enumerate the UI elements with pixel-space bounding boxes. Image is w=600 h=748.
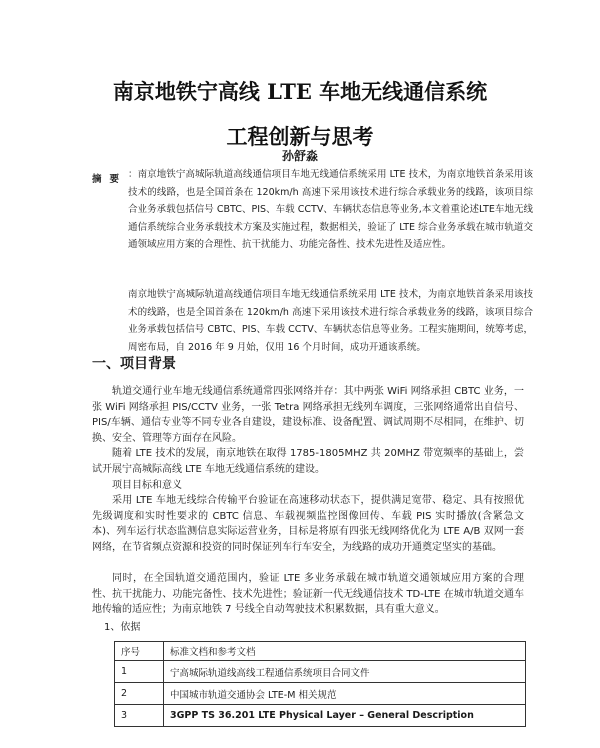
abstract-paragraph-2: 南京地铁宁高城际轨道高线通信项目车地无线通信系统采用 LTE 技术，为南京地铁首条采用该技术的线路，也是全国首条在 120km/h 高速下采用该技术进行综合承载业务的线路，该项目综合业务承载包括信号 CBTC、PIS、车载 CCTV、车辆状态信息等业务。工程实施期间，统筹考虑，周密布局，自 2016 年 9 月始，仅用 16 个月时间，成功开通该系统。 bbox=[128, 289, 533, 353]
abstract-label: 摘要 bbox=[92, 174, 128, 185]
table-cell: 1 bbox=[115, 661, 164, 683]
title-line-2: 工程创新与思考 bbox=[226, 124, 374, 149]
title-line-1: 南京地铁宁高线 LTE 车地无线通信系统 bbox=[112, 79, 488, 104]
body-paragraph-2: 随着 LTE 技术的发展，南京地铁在取得 1785-1805MHZ 共 20MHZ 带宽频率的基础上，尝试开展宁高城际高线 LTE 车地无线通信系统的建设。 bbox=[92, 448, 524, 475]
table-header-cell: 序号 bbox=[115, 642, 164, 661]
section-heading: 一、项目背景 bbox=[92, 356, 176, 372]
table-header-row bbox=[115, 642, 526, 661]
body-paragraph-4: 采用 LTE 车地无线综合传输平台验证在高速移动状态下，提供满足宽带、稳定、具有按照优先级调度和实时性要求的 CBTC 信息、车载视频监控图像回传、车载 PIS 实时播放(含紧急文本)、列车运行状态监测信息实际运营业务，目标是将原有四张无线网络优化为 LTE A/B 双网一套网络，在节省频点资源和投资的同时保证列车行车安全，为线路的成功开通奠定坚实的基础。 bbox=[92, 495, 524, 553]
table-row bbox=[115, 661, 526, 683]
table-cell: 宁高城际轨道线高线工程通信系统项目合同文件 bbox=[164, 661, 526, 683]
reference-table bbox=[114, 641, 526, 727]
table-row bbox=[115, 705, 526, 727]
author-name: 孙舒淼 bbox=[281, 149, 318, 163]
table-header-cell: 标准文档和参考文档 bbox=[164, 642, 526, 661]
body-paragraph-5: 同时，在全国轨道交通范围内，验证 LTE 多业务承载在城市轨道交通领域应用方案的合理性、抗干扰能力、功能完备性、技术先进性；验证新一代无线通信技术 TD-LTE 在城市轨道交通车地传输的适应性；为南京地铁 7 号线全自动驾驶技术积累数据，具有重大意义。 bbox=[92, 573, 524, 616]
table-cell: 2 bbox=[115, 683, 164, 705]
table-row bbox=[115, 683, 526, 705]
table-cell: 中国城市轨道交通协会 LTE-M 相关规范 bbox=[164, 683, 526, 705]
subheading-basis: 1、依据 bbox=[104, 622, 141, 633]
table-cell: 3GPP TS 36.201 LTE Physical Layer – General Description bbox=[164, 705, 526, 727]
table-cell: 3 bbox=[115, 705, 164, 727]
body-paragraph-1: 轨道交通行业车地无线通信系统通常四张网络并存：其中两张 WiFi 网络承担 CBTC 业务，一张 WiFi 网络承担 PIS/CCTV 业务，一张 Tetra 网络承担无线列车调度，三张网络通常出自信号、PIS/车辆、通信专业等不同专业各自建设，建设标准、设备配置、调试周期不尽相同，在维护、切换、安全、管理等方面存在风险。 bbox=[92, 386, 524, 444]
abstract-paragraph-1: ：南京地铁宁高城际轨道高线通信项目车地无线通信系统采用 LTE 技术，为南京地铁首条采用该技术的线路，也是全国首条在 120km/h 高速下采用该技术进行综合承载业务的线路，该项目综合业务承载包括信号 CBTC、PIS、车载 CCTV、车辆状态信息等业务,本文着重论述LTE车地无线通信系统综合业务承载技术方案及实施过程，数据相关，验证了 LTE 综合业务承载在城市轨道交通领域应用方案的合理性、抗干扰能力、功能完备性、技术先进性及适应性。 bbox=[128, 169, 533, 251]
body-paragraph-3: 项目目标和意义 bbox=[112, 480, 182, 491]
